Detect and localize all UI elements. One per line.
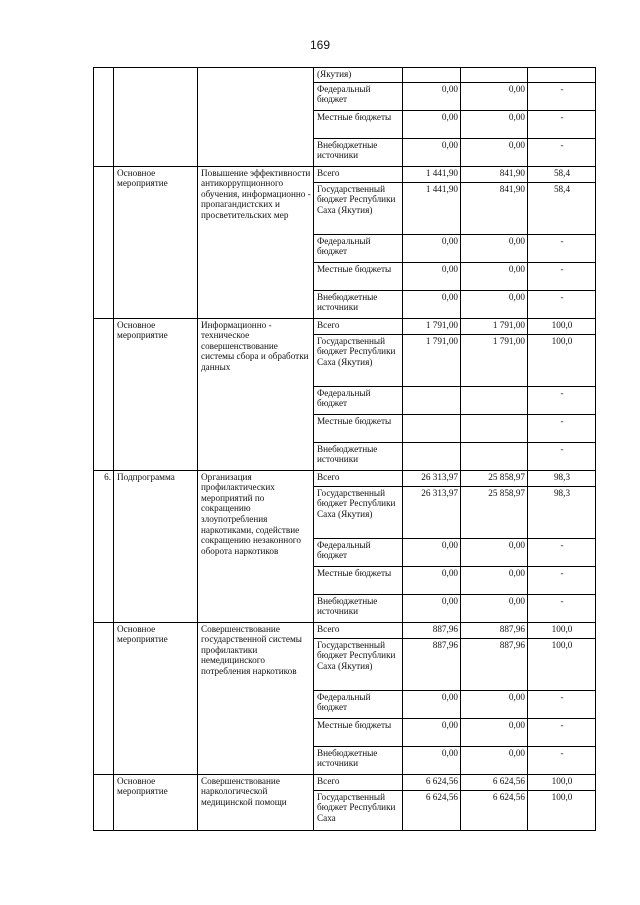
table-row — [94, 166, 596, 182]
actual-amount-cell — [461, 386, 528, 414]
funding-source-cell: Всего — [314, 622, 403, 638]
funding-source-cell: Внебюджетные источники — [314, 290, 403, 318]
actual-amount-cell: 0,00 — [461, 690, 528, 718]
funding-source-cell: Внебюджетные источники — [314, 594, 403, 622]
table-row — [94, 774, 596, 790]
plan-amount-cell — [403, 68, 461, 83]
percent-cell: - — [528, 110, 596, 138]
percent-cell: - — [528, 262, 596, 290]
plan-amount-cell: 0,00 — [403, 690, 461, 718]
actual-amount-cell: 0,00 — [461, 234, 528, 262]
row-index-cell — [94, 318, 114, 470]
plan-amount-cell: 887,96 — [403, 622, 461, 638]
percent-cell: - — [528, 442, 596, 470]
percent-cell: - — [528, 538, 596, 566]
plan-amount-cell: 26 313,97 — [403, 470, 461, 486]
row-kind-cell: Основное мероприятие — [114, 774, 198, 830]
plan-amount-cell: 1 791,00 — [403, 318, 461, 334]
percent-cell: 98,3 — [528, 470, 596, 486]
percent-cell: - — [528, 290, 596, 318]
actual-amount-cell: 0,00 — [461, 594, 528, 622]
table-row — [94, 68, 596, 83]
percent-cell: - — [528, 594, 596, 622]
row-kind-cell: Основное мероприятие — [114, 318, 198, 470]
percent-cell: - — [528, 386, 596, 414]
funding-source-cell: Местные бюджеты — [314, 262, 403, 290]
percent-cell: - — [528, 690, 596, 718]
row-index-cell — [94, 622, 114, 774]
percent-cell: 100,0 — [528, 334, 596, 386]
row-kind-cell: Основное мероприятие — [114, 622, 198, 774]
actual-amount-cell: 0,00 — [461, 290, 528, 318]
funding-source-cell: Федеральный бюджет — [314, 234, 403, 262]
percent-cell: - — [528, 746, 596, 774]
plan-amount-cell: 6 624,56 — [403, 790, 461, 830]
funding-source-cell: Всего — [314, 774, 403, 790]
plan-amount-cell: 0,00 — [403, 746, 461, 774]
row-index-cell — [94, 166, 114, 318]
plan-amount-cell: 1 441,90 — [403, 182, 461, 234]
plan-amount-cell: 0,00 — [403, 538, 461, 566]
funding-source-cell: Всего — [314, 470, 403, 486]
funding-source-cell: Всего — [314, 318, 403, 334]
plan-amount-cell: 0,00 — [403, 110, 461, 138]
actual-amount-cell: 0,00 — [461, 110, 528, 138]
percent-cell: - — [528, 234, 596, 262]
actual-amount-cell: 25 858,97 — [461, 486, 528, 538]
percent-cell: - — [528, 138, 596, 166]
percent-cell — [528, 68, 596, 83]
plan-amount-cell: 887,96 — [403, 638, 461, 690]
plan-amount-cell — [403, 386, 461, 414]
percent-cell: - — [528, 566, 596, 594]
row-index-cell — [94, 774, 114, 830]
plan-amount-cell: 26 313,97 — [403, 486, 461, 538]
actual-amount-cell: 0,00 — [461, 138, 528, 166]
plan-amount-cell: 0,00 — [403, 290, 461, 318]
percent-cell: - — [528, 82, 596, 110]
funding-source-cell: Местные бюджеты — [314, 566, 403, 594]
funding-source-cell: Местные бюджеты — [314, 110, 403, 138]
table-row — [94, 318, 596, 334]
table-row — [94, 470, 596, 486]
actual-amount-cell: 1 791,00 — [461, 334, 528, 386]
plan-amount-cell: 0,00 — [403, 718, 461, 746]
percent-cell: 98,3 — [528, 486, 596, 538]
funding-source-cell: Федеральный бюджет — [314, 386, 403, 414]
funding-source-cell: Федеральный бюджет — [314, 82, 403, 110]
funding-source-cell: (Якутия) — [314, 68, 403, 83]
funding-source-cell: Государственный бюджет Республики Саха — [314, 790, 403, 830]
actual-amount-cell: 6 624,56 — [461, 774, 528, 790]
funding-source-cell: Федеральный бюджет — [314, 538, 403, 566]
plan-amount-cell: 0,00 — [403, 566, 461, 594]
percent-cell: 100,0 — [528, 790, 596, 830]
page-number: 169 — [309, 38, 331, 52]
row-title-cell: Повышение эффективности антикоррупционного обучения, информационно - пропагандистских и просветительских мер — [198, 166, 314, 318]
funding-source-cell: Внебюджетные источники — [314, 442, 403, 470]
row-kind-cell: Основное мероприятие — [114, 166, 198, 318]
percent-cell: - — [528, 414, 596, 442]
actual-amount-cell: 25 858,97 — [461, 470, 528, 486]
actual-amount-cell: 1 791,00 — [461, 318, 528, 334]
funding-source-cell: Внебюджетные источники — [314, 138, 403, 166]
plan-amount-cell: 1 441,90 — [403, 166, 461, 182]
plan-amount-cell: 0,00 — [403, 138, 461, 166]
plan-amount-cell: 0,00 — [403, 594, 461, 622]
percent-cell: 100,0 — [528, 622, 596, 638]
actual-amount-cell: 6 624,56 — [461, 790, 528, 830]
actual-amount-cell: 0,00 — [461, 718, 528, 746]
funding-source-cell: Государственный бюджет Республики Саха (Якутия) — [314, 486, 403, 538]
plan-amount-cell: 1 791,00 — [403, 334, 461, 386]
row-kind-cell: Подпрограмма — [114, 470, 198, 622]
actual-amount-cell: 887,96 — [461, 622, 528, 638]
funding-source-cell: Всего — [314, 166, 403, 182]
plan-amount-cell — [403, 442, 461, 470]
funding-source-cell: Государственный бюджет Республики Саха (Якутия) — [314, 182, 403, 234]
actual-amount-cell: 0,00 — [461, 538, 528, 566]
row-title-cell: Организация профилактических мероприятий по сокращению злоупотребления наркотиками, содействие сокращению незаконного оборота наркотиков — [198, 470, 314, 622]
row-title-cell: Совершенствование государственной системы профилактики немедицинского потребления наркотиков — [198, 622, 314, 774]
actual-amount-cell — [461, 68, 528, 83]
actual-amount-cell: 841,90 — [461, 166, 528, 182]
percent-cell: 58,4 — [528, 166, 596, 182]
row-title-cell: Совершенствование наркологической медицинской помощи — [198, 774, 314, 830]
actual-amount-cell — [461, 442, 528, 470]
actual-amount-cell: 0,00 — [461, 746, 528, 774]
plan-amount-cell: 0,00 — [403, 262, 461, 290]
actual-amount-cell — [461, 414, 528, 442]
percent-cell: - — [528, 718, 596, 746]
row-title-cell — [198, 68, 314, 167]
budget-table — [93, 67, 596, 831]
funding-source-cell: Местные бюджеты — [314, 718, 403, 746]
percent-cell: 58,4 — [528, 182, 596, 234]
row-kind-cell — [114, 68, 198, 167]
funding-source-cell: Государственный бюджет Республики Саха (Якутия) — [314, 334, 403, 386]
actual-amount-cell: 0,00 — [461, 82, 528, 110]
actual-amount-cell: 0,00 — [461, 262, 528, 290]
plan-amount-cell: 0,00 — [403, 82, 461, 110]
plan-amount-cell: 0,00 — [403, 234, 461, 262]
row-index-cell — [94, 68, 114, 167]
funding-source-cell: Местные бюджеты — [314, 414, 403, 442]
funding-source-cell: Внебюджетные источники — [314, 746, 403, 774]
actual-amount-cell: 887,96 — [461, 638, 528, 690]
actual-amount-cell: 841,90 — [461, 182, 528, 234]
percent-cell: 100,0 — [528, 638, 596, 690]
table-row — [94, 622, 596, 638]
funding-source-cell: Федеральный бюджет — [314, 690, 403, 718]
percent-cell: 100,0 — [528, 318, 596, 334]
row-index-cell: 6. — [94, 470, 114, 622]
percent-cell: 100,0 — [528, 774, 596, 790]
actual-amount-cell: 0,00 — [461, 566, 528, 594]
row-title-cell: Информационно - техническое совершенствование системы сбора и обработки данных — [198, 318, 314, 470]
plan-amount-cell — [403, 414, 461, 442]
plan-amount-cell: 6 624,56 — [403, 774, 461, 790]
funding-source-cell: Государственный бюджет Республики Саха (Якутия) — [314, 638, 403, 690]
